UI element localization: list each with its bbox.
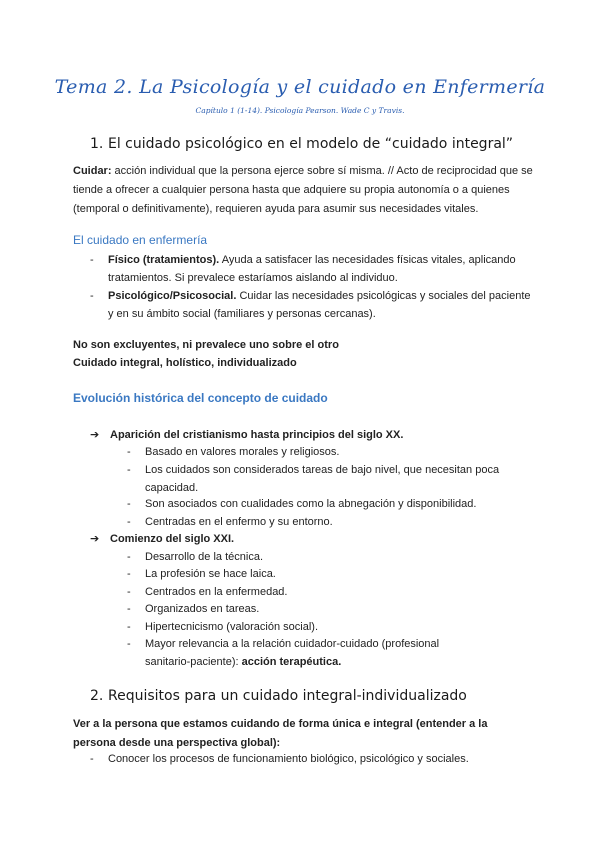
list-item <box>127 601 527 619</box>
section-2-intro: Ver a la persona que estamos cuidando de forma única e integral (entender a la persona desde una perspectiva global): <box>73 718 488 749</box>
dash-glyph: - <box>127 638 131 650</box>
list-item <box>127 514 527 532</box>
item-text: Centradas en el enfermo y su entorno. <box>145 516 333 528</box>
dash-glyph: - <box>90 290 94 302</box>
arrow-icon: ➔ <box>90 533 100 545</box>
list-item <box>127 619 527 637</box>
dash-glyph: - <box>90 753 94 765</box>
cuidar-definition <box>73 162 533 219</box>
section-1-heading <box>90 136 513 152</box>
arrow-icon: ➔ <box>90 429 100 441</box>
page-title: Tema 2. La Psicología y el cuidado en Enfermería <box>54 76 546 98</box>
list-item <box>127 636 467 671</box>
section-1-number: 1. <box>90 136 104 152</box>
item-text: La profesión se hace laica. <box>145 568 276 580</box>
dash-glyph: - <box>127 464 131 476</box>
dash-glyph: - <box>127 568 131 580</box>
item-text: Desarrollo de la técnica. <box>145 551 264 563</box>
list-item <box>90 252 535 287</box>
period-1-label: Aparición del cristianismo hasta principios del siglo XX. <box>110 429 404 441</box>
enfermeria-heading: El cuidado en enfermería <box>73 233 208 247</box>
dash-glyph: - <box>127 551 131 563</box>
list-item <box>127 549 527 567</box>
item-text: Los cuidados son considerados tareas de bajo nivel, que necesitan poca capacidad. <box>145 464 500 494</box>
section-2-title: Requisitos para un cuidado integral-individualizado <box>108 688 467 704</box>
cuidar-text: acción individual que la persona ejerce sobre sí misma. // Acto de reciprocidad que se tiende a ofrecer a cualquier persona hasta que adquiere su propia autonomía o a quienes (temporal o definitivamente), requieren ayuda para asumir sus necesidades vitales. <box>73 165 533 215</box>
page-subtitle: Capítulo 1 (1-14). Psicología Pearson. Wade C y Travis. <box>195 106 405 115</box>
period-2-label: Comienzo del siglo XXI. <box>110 533 235 545</box>
item-text: Centrados en la enfermedad. <box>145 586 288 598</box>
dash-glyph: - <box>127 446 131 458</box>
item-bold-text: acción terapéutica. <box>241 655 342 668</box>
list-item <box>127 444 527 462</box>
note-line-2: Cuidado integral, holístico, individualizado <box>73 357 297 369</box>
dash-glyph: - <box>90 254 94 266</box>
list-item <box>127 496 527 514</box>
evolucion-heading: Evolución histórica del concepto de cuidado <box>73 391 328 405</box>
item-text: Cuidar las necesidades psicológicas y sociales del paciente y en su ámbito social (familiares y personas cercanas). <box>108 290 531 320</box>
note-line-1: No son excluyentes, ni prevalece uno sobre el otro <box>73 339 339 351</box>
period-2 <box>90 532 234 545</box>
dash-glyph: - <box>127 516 131 528</box>
list-item <box>90 751 535 769</box>
section-1-title: El cuidado psicológico en el modelo de “cuidado integral” <box>108 136 514 152</box>
list-item <box>127 566 527 584</box>
item-text: Mayor relevancia a la relación cuidador-cuidado (profesional sanitario-paciente): <box>145 638 440 668</box>
dash-glyph: - <box>127 621 131 633</box>
dash-glyph: - <box>127 603 131 615</box>
list-item <box>90 288 535 323</box>
item-label: Psicológico/Psicosocial. <box>108 290 237 302</box>
section-2-number: 2. <box>90 688 104 704</box>
item-label: Físico (tratamientos). <box>108 254 220 266</box>
list-item <box>127 462 527 497</box>
dash-glyph: - <box>127 586 131 598</box>
item-text: Basado en valores morales y religiosos. <box>145 446 340 458</box>
item-text: Organizados en tareas. <box>145 603 260 615</box>
item-text: Conocer los procesos de funcionamiento biológico, psicológico y sociales. <box>108 753 469 765</box>
cuidar-label: Cuidar: <box>73 165 112 177</box>
period-1 <box>90 428 403 441</box>
section-2-heading <box>90 688 467 704</box>
dash-glyph: - <box>127 498 131 510</box>
list-item <box>127 584 527 602</box>
item-text: Ayuda a satisfacer las necesidades físicas vitales, aplicando tratamientos. Si prevalece estaríamos aislando al individuo. <box>108 254 516 284</box>
item-text: Son asociados con cualidades como la abnegación y disponibilidad. <box>145 498 477 510</box>
item-text: Hipertecnicismo (valoración social). <box>145 621 319 633</box>
